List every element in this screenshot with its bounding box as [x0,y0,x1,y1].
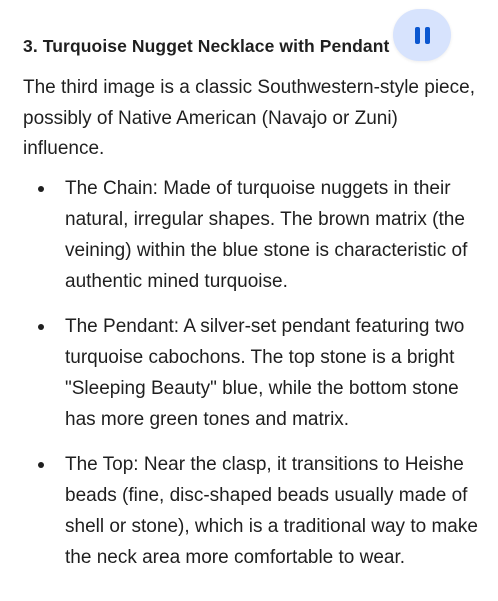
list-item [0,449,498,573]
list-item-text: A silver-set pendant featuring two turquoise cabochons. The top stone is a bright "Sleeping Beauty" blue, while the bottom stone has more green tones and matrix. [65,316,465,430]
bullet-dot-icon [38,324,44,330]
intro-paragraph: The third image is a classic Southwestern-style piece, possibly of Native American (Navajo or Zuni) influence. [23,77,475,159]
list-item-text: Made of turquoise nuggets in their natural, irregular shapes. The brown matrix (the veining) within the blue stone is characteristic of authentic mined turquoise. [65,178,468,292]
section-heading: 3. Turquoise Nugget Necklace with Pendant [23,36,390,56]
bullet-dot-icon [38,462,44,468]
pause-icon [415,27,430,44]
list-item [0,311,498,435]
bullet-list [0,173,498,587]
list-item [0,173,498,297]
bullet-dot-icon [38,186,44,192]
list-item-label: The Pendant: [65,316,180,337]
list-item-text: Near the clasp, it transitions to Heishe beads (fine, disc-shaped beads usually made of shell or stone), which is a traditional way to make the neck area more comfortable to wear. [65,454,478,568]
pause-button[interactable] [393,9,451,61]
list-item-label: The Chain: [65,178,158,199]
list-item-label: The Top: [65,454,139,475]
